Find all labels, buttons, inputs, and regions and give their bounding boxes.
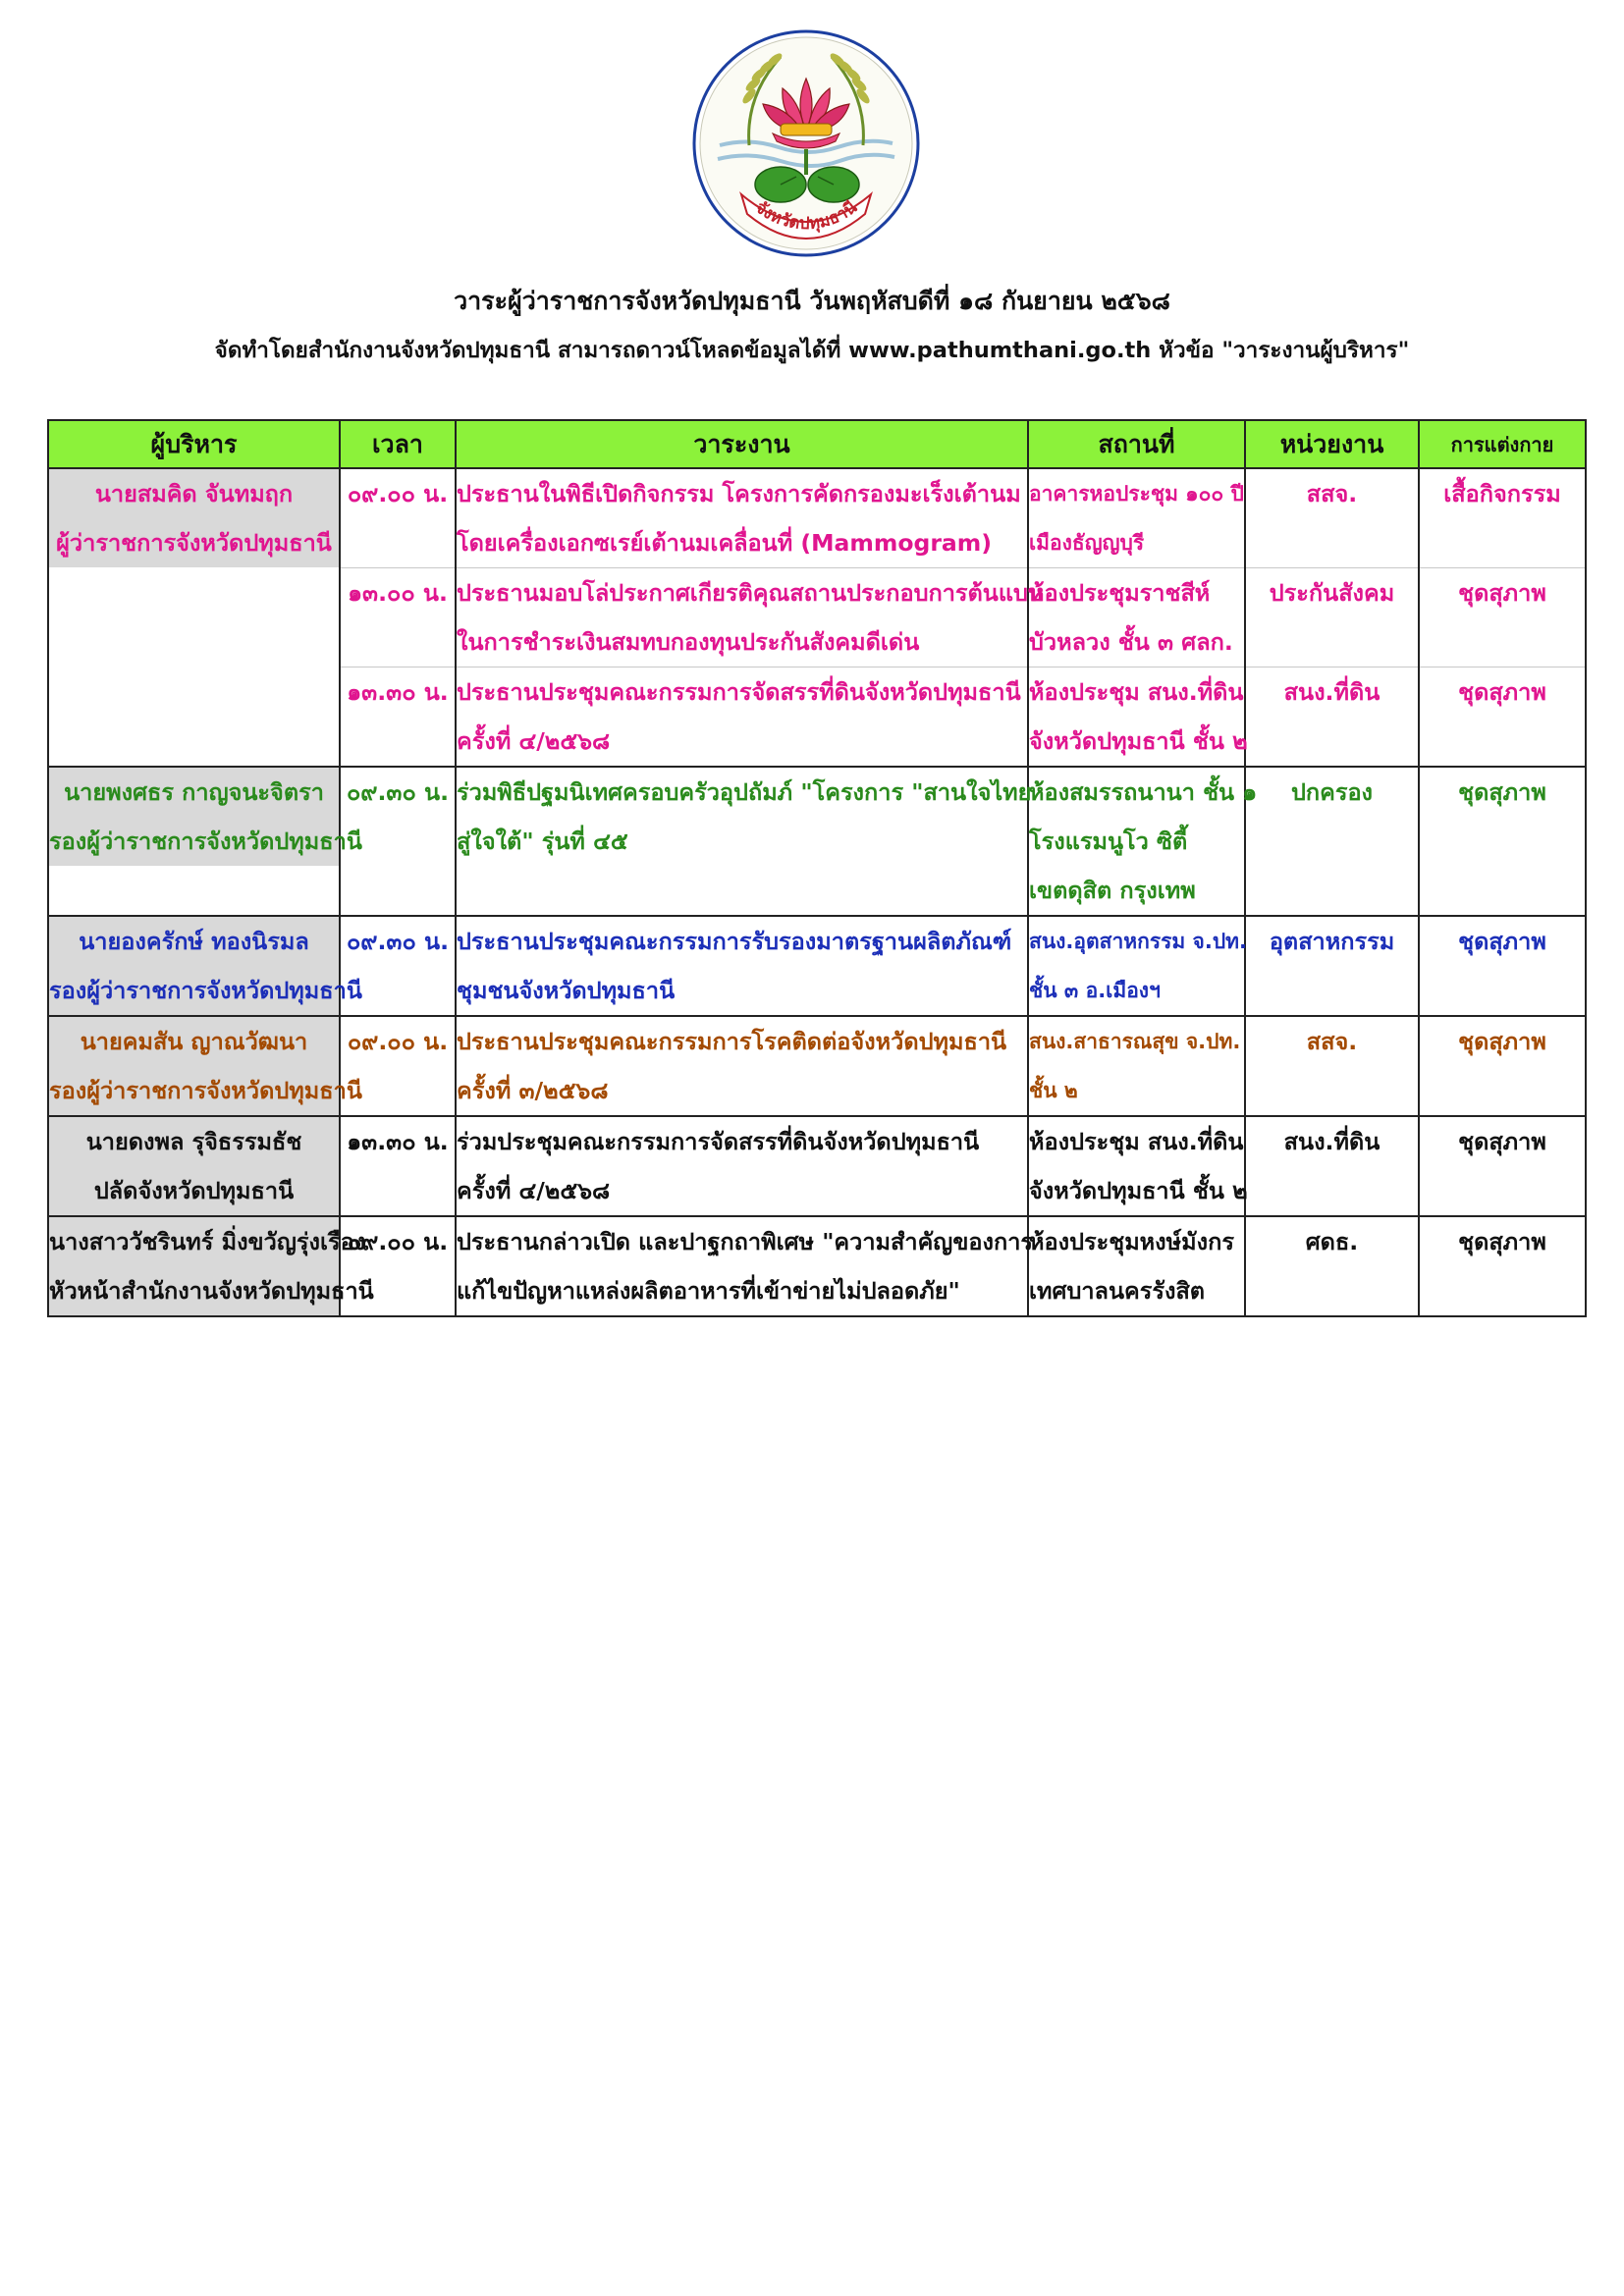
agenda-cell bbox=[456, 468, 1028, 568]
unit-cell: ประกันสังคม bbox=[1245, 568, 1419, 667]
executive-cell bbox=[48, 916, 362, 1016]
agenda-line: ประธานประชุมคณะกรรมการจัดสรรที่ดินจังหวัดปทุมธานี bbox=[457, 678, 1021, 706]
executive-name: นายองครักษ์ ทองนิรมล bbox=[79, 928, 309, 955]
executive-block bbox=[49, 1217, 374, 1315]
agenda-line: ในการชำระเงินสมทบกองทุนประกันสังคมดีเด่น bbox=[457, 628, 920, 656]
executive-cell bbox=[48, 767, 362, 916]
location-cell bbox=[1028, 1216, 1245, 1316]
executive-name: นายพงศธร กาญจนะจิตรา bbox=[64, 778, 324, 806]
agenda-cell bbox=[456, 767, 1032, 916]
executive-title: หัวหน้าสำนักงานจังหวัดปทุมธานี bbox=[49, 1277, 374, 1305]
table-row bbox=[48, 1216, 1586, 1316]
time-cell: ๐๙.๐๐ น. bbox=[340, 1216, 456, 1316]
dress-cell: เสื้อกิจกรรม bbox=[1419, 468, 1586, 568]
dress-cell: ชุดสุภาพ bbox=[1419, 767, 1586, 916]
location-line: ห้องประชุมหงษ์มังกร bbox=[1029, 1228, 1234, 1255]
time-cell: ๑๓.๓๐ น. bbox=[340, 667, 456, 768]
executive-title: รองผู้ว่าราชการจังหวัดปทุมธานี bbox=[49, 828, 362, 855]
executive-block bbox=[49, 768, 362, 866]
provincial-seal-icon bbox=[690, 27, 922, 259]
location-line: บัวหลวง ชั้น ๓ ศลก. bbox=[1029, 628, 1233, 656]
location-line: สนง.สาธารณสุข จ.ปท. bbox=[1029, 1030, 1241, 1053]
executive-block bbox=[49, 1117, 339, 1215]
header-executive: ผู้บริหาร bbox=[48, 420, 340, 468]
agenda-line: ร่วมพิธีปฐมนิเทศครอบครัวอุปถัมภ์ "โครงการ "สานใจไทย bbox=[457, 778, 1032, 806]
table-header-row bbox=[48, 420, 1586, 468]
executive-cell bbox=[48, 468, 340, 767]
agenda-line: โดยเครื่องเอกซเรย์เต้านมเคลื่อนที่ (Mammogram) bbox=[457, 529, 993, 557]
agenda-cell bbox=[456, 1116, 1028, 1216]
location-line: ห้องประชุม สนง.ที่ดิน bbox=[1029, 1128, 1244, 1155]
unit-cell: สสจ. bbox=[1245, 1016, 1419, 1116]
agenda-line: ประธานกล่าวเปิด และปาฐกถาพิเศษ "ความสำคัญของการ bbox=[457, 1228, 1034, 1255]
dress-cell: ชุดสุภาพ bbox=[1419, 1216, 1586, 1316]
time-cell: ๑๓.๓๐ น. bbox=[340, 1116, 456, 1216]
header-dress: การแต่งกาย bbox=[1419, 420, 1586, 468]
agenda-line: ชุมชนจังหวัดปทุมธานี bbox=[457, 977, 676, 1004]
agenda-cell bbox=[456, 916, 1028, 1016]
location-line: ชั้น ๓ อ.เมืองฯ bbox=[1029, 979, 1161, 1002]
dress-cell: ชุดสุภาพ bbox=[1419, 1016, 1586, 1116]
agenda-line: ประธานประชุมคณะกรรมการรับรองมาตรฐานผลิตภัณฑ์ bbox=[457, 928, 1012, 955]
location-line: อาคารหอประชุม ๑๐๐ ปี bbox=[1029, 482, 1244, 506]
location-line: เทศบาลนครรังสิต bbox=[1029, 1277, 1206, 1305]
executive-name: นายดงพล รุจิธรรมธัช bbox=[85, 1128, 302, 1155]
unit-cell: ศดธ. bbox=[1245, 1216, 1419, 1316]
dress-cell: ชุดสุภาพ bbox=[1419, 568, 1586, 667]
location-cell bbox=[1028, 767, 1258, 916]
location-cell bbox=[1028, 1116, 1248, 1216]
executive-block bbox=[49, 917, 362, 1015]
executive-name: นางสาววัชรินทร์ มิ่งขวัญรุ่งเรือง bbox=[49, 1228, 366, 1255]
header-unit: หน่วยงาน bbox=[1245, 420, 1419, 468]
executive-name: นายคมสัน ญาณวัฒนา bbox=[80, 1028, 308, 1055]
location-line: ชั้น ๒ bbox=[1029, 1079, 1078, 1102]
agenda-line: ร่วมประชุมคณะกรรมการจัดสรรที่ดินจังหวัดปทุมธานี bbox=[457, 1128, 980, 1155]
agenda-line: ครั้งที่ ๔/๒๕๖๘ bbox=[457, 1177, 611, 1204]
agenda-cell bbox=[456, 568, 1043, 667]
location-cell bbox=[1028, 568, 1245, 667]
unit-cell: สนง.ที่ดิน bbox=[1245, 667, 1419, 768]
header-location: สถานที่ bbox=[1028, 420, 1245, 468]
unit-cell: สสจ. bbox=[1245, 468, 1419, 568]
agenda-line: ประธานประชุมคณะกรรมการโรคติดต่อจังหวัดปทุมธานี bbox=[457, 1028, 1007, 1055]
location-line: จังหวัดปทุมธานี ชั้น ๒ bbox=[1029, 1177, 1248, 1204]
unit-cell: สนง.ที่ดิน bbox=[1245, 1116, 1419, 1216]
location-cell bbox=[1028, 667, 1248, 768]
dress-cell: ชุดสุภาพ bbox=[1419, 916, 1586, 1016]
page-title: วาระผู้ว่าราชการจังหวัดปทุมธานี วันพฤหัสบดีที่ ๑๘ กันยายน ๒๕๖๘ bbox=[454, 287, 1170, 315]
agenda-body bbox=[48, 468, 1586, 1316]
agenda-cell bbox=[456, 667, 1028, 768]
agenda-table bbox=[47, 419, 1587, 1317]
executive-title: รองผู้ว่าราชการจังหวัดปทุมธานี bbox=[49, 1077, 362, 1104]
location-line: เมืองธัญญบุรี bbox=[1029, 531, 1145, 555]
executive-block bbox=[49, 1017, 362, 1115]
agenda-line: ประธานในพิธีเปิดกิจกรรม โครงการคัดกรองมะเร็งเต้านม bbox=[457, 480, 1021, 507]
executive-cell bbox=[48, 1216, 374, 1316]
location-line: จังหวัดปทุมธานี ชั้น ๒ bbox=[1029, 727, 1248, 755]
agenda-line: แก้ไขปัญหาแหล่งผลิตอาหารที่เข้าข่ายไม่ปลอดภัย" bbox=[457, 1277, 960, 1305]
time-cell: ๐๙.๐๐ น. bbox=[340, 468, 456, 568]
agenda-cell bbox=[456, 1016, 1028, 1116]
table-row bbox=[48, 767, 1586, 916]
executive-title: รองผู้ว่าราชการจังหวัดปทุมธานี bbox=[49, 977, 362, 1004]
agenda-line: ครั้งที่ ๔/๒๕๖๘ bbox=[457, 727, 611, 755]
location-line: สนง.อุตสาหกรรม จ.ปท. bbox=[1029, 930, 1247, 953]
table-row bbox=[48, 1016, 1586, 1116]
location-cell bbox=[1028, 468, 1245, 568]
seal-label-path: จังหวัดปทุมธานี bbox=[751, 197, 861, 235]
location-line: โรงแรมนูโว ซิตี้ bbox=[1029, 828, 1188, 855]
agenda-cell bbox=[456, 1216, 1034, 1316]
time-cell: ๐๙.๐๐ น. bbox=[340, 1016, 456, 1116]
agenda-line: สู่ใจใต้" รุ่นที่ ๔๕ bbox=[457, 828, 628, 855]
table-row bbox=[48, 1116, 1586, 1216]
executive-cell bbox=[48, 1116, 340, 1216]
page-subtitle: จัดทำโดยสำนักงานจังหวัดปทุมธานี สามารถดาวน์โหลดข้อมูลได้ที่ www.pathumthani.go.th หัวข้อ "วาระงานผู้บริหาร" bbox=[214, 338, 1410, 363]
header-time: เวลา bbox=[340, 420, 456, 468]
unit-cell: ปกครอง bbox=[1245, 767, 1419, 916]
header-agenda: วาระงาน bbox=[456, 420, 1028, 468]
location-line: ห้องสมรรถนานา ชั้น ๑ bbox=[1029, 778, 1258, 806]
agenda-line: ครั้งที่ ๓/๒๕๖๘ bbox=[457, 1077, 609, 1104]
location-cell bbox=[1028, 916, 1245, 1016]
executive-title: ผู้ว่าราชการจังหวัดปทุมธานี bbox=[56, 529, 332, 557]
executive-cell bbox=[48, 1016, 362, 1116]
location-line: ห้องประชุมราชสีห์ bbox=[1029, 579, 1211, 607]
table-row bbox=[48, 916, 1586, 1016]
dress-cell: ชุดสุภาพ bbox=[1419, 1116, 1586, 1216]
executive-name: นายสมคิด จันทมฤก bbox=[94, 480, 294, 507]
executive-block bbox=[49, 469, 339, 567]
location-cell bbox=[1028, 1016, 1245, 1116]
location-line: ห้องประชุม สนง.ที่ดิน bbox=[1029, 678, 1244, 706]
agenda-line: ประธานมอบโล่ประกาศเกียรติคุณสถานประกอบการต้นแบบ bbox=[457, 579, 1043, 607]
time-cell: ๐๙.๓๐ น. bbox=[340, 767, 456, 916]
dress-cell: ชุดสุภาพ bbox=[1419, 667, 1586, 768]
table-row bbox=[48, 468, 1586, 568]
executive-title: ปลัดจังหวัดปทุมธานี bbox=[93, 1177, 295, 1204]
time-cell: ๑๓.๐๐ น. bbox=[340, 568, 456, 667]
unit-cell: อุตสาหกรรม bbox=[1245, 916, 1419, 1016]
location-line: เขตดุสิต กรุงเทพ bbox=[1029, 877, 1196, 904]
time-cell: ๐๙.๓๐ น. bbox=[340, 916, 456, 1016]
